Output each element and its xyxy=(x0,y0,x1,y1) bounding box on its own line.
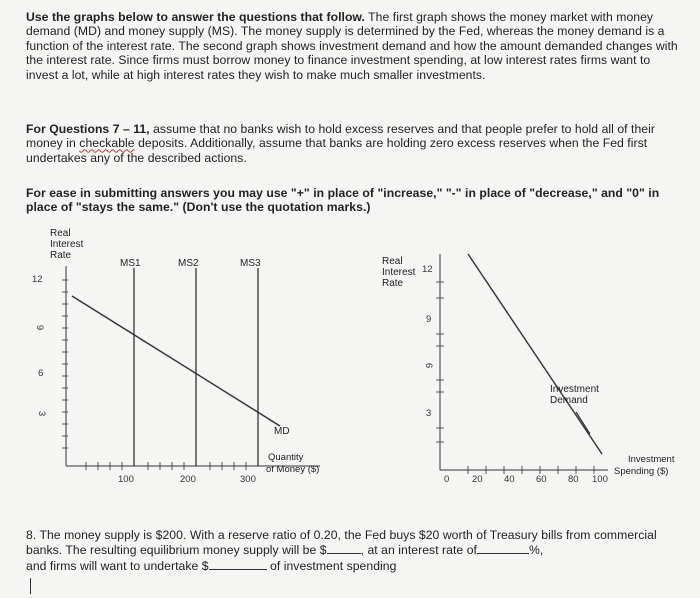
g1-y-tick-12: 12 xyxy=(32,274,43,285)
g1-y-label-3: Rate xyxy=(50,250,72,261)
g2-x-tick-20: 20 xyxy=(472,474,483,485)
intro-body: The first graph shows the money market with money demand (MD) and money supply (MS). The money supply is determined by the Fed, whereas the money demand is a function of the interest rate. The second graph shows investment demand and how the amount demanded changes with the interest rate. Since firms must borrow money to finance investment spending, at low interest rates firms want to invest a lot, while at high interest rates they wish to make much smaller investments. xyxy=(26,10,678,82)
money-market-graph xyxy=(28,228,350,490)
text-cursor xyxy=(30,578,31,594)
g2-x-tick-40: 40 xyxy=(504,474,515,485)
g1-y-tick-3: 3 xyxy=(36,410,48,417)
investment-demand-line xyxy=(468,254,602,454)
g2-x-tick-80: 80 xyxy=(568,474,579,485)
ms3-label: MS3 xyxy=(240,258,261,269)
label-pointer xyxy=(576,412,590,434)
curve-label-1: Investment xyxy=(550,384,599,395)
md-label: MD xyxy=(274,426,290,437)
g2-y-label-2: Interest xyxy=(382,267,416,278)
g1-x-tick-100: 100 xyxy=(118,474,134,485)
q8-text-2: , at an interest rate of xyxy=(360,543,477,558)
g1-x-tick-300: 300 xyxy=(240,474,256,485)
question-8 xyxy=(26,528,678,573)
g1-y-tick-9: 9 xyxy=(34,324,46,331)
questions-note xyxy=(26,122,678,165)
g2-y-label-3: Rate xyxy=(382,278,404,289)
g1-x-label-2: of Money ($) xyxy=(266,464,320,475)
q8-text-3: %, xyxy=(528,543,544,558)
q8-text-1: 8. The money supply is $200. With a reserve ratio of 0.20, the Fed buys $20 worth of Treasury bills from commercial banks. The resulting equilibrium money supply will be $ xyxy=(26,528,657,558)
investment-answer-blank[interactable] xyxy=(209,558,267,570)
curve-label-2: Demand xyxy=(550,395,588,406)
g2-y-label-1: Real xyxy=(382,256,403,267)
checkable-word: checkable xyxy=(79,136,135,151)
investment-plot xyxy=(378,242,694,490)
questions-lead: For Questions 7 – 11, xyxy=(26,122,150,136)
money-supply-answer-blank[interactable] xyxy=(327,542,361,554)
q8-text-4: and firms will want to undertake $ xyxy=(26,558,209,573)
g1-x-label-1: Quantity xyxy=(268,452,304,463)
md-line xyxy=(72,296,280,426)
investment-demand-graph xyxy=(378,242,694,490)
g2-y-tick-9: 9 xyxy=(426,314,432,325)
g1-y-tick-6: 6 xyxy=(38,368,44,379)
g1-y-label-2: Interest xyxy=(50,239,84,250)
g2-x-label-2: Spending ($) xyxy=(614,466,669,477)
submit-note: For ease in submitting answers you may use "+" in place of "increase," "-" in place of "decrease," and "0" in place of "stays the same." (Don't use the quotation marks.) xyxy=(26,186,660,215)
ms1-label: MS1 xyxy=(120,258,141,269)
q8-text-5: of investment spending xyxy=(270,558,397,573)
g2-x-tick-0: 0 xyxy=(444,474,450,485)
money-market-plot xyxy=(28,228,350,490)
g2-x-tick-60: 60 xyxy=(536,474,547,485)
ms2-label: MS2 xyxy=(178,258,199,269)
g2-y-tick-6: 6 xyxy=(423,362,435,369)
interest-rate-answer-blank[interactable] xyxy=(477,542,529,554)
g1-x-tick-200: 200 xyxy=(180,474,196,485)
g2-x-label-1: Investment xyxy=(628,454,675,465)
g2-x-tick-100: 100 xyxy=(592,474,608,485)
intro-lead: Use the graphs below to answer the questions that follow. xyxy=(26,10,365,24)
questions-body-2: deposits. Additionally, assume that banks are holding zero excess reserves when the Fed first undertakes any of the described actions. xyxy=(26,136,648,165)
questions-body-1: assume that no banks wish to hold excess reserves and that people prefer to hold all of their money in xyxy=(26,122,656,151)
g2-y-tick-3: 3 xyxy=(426,408,432,419)
g1-y-label-1: Real xyxy=(50,228,71,239)
g2-y-tick-12: 12 xyxy=(422,264,433,275)
intro-paragraph xyxy=(26,10,678,82)
